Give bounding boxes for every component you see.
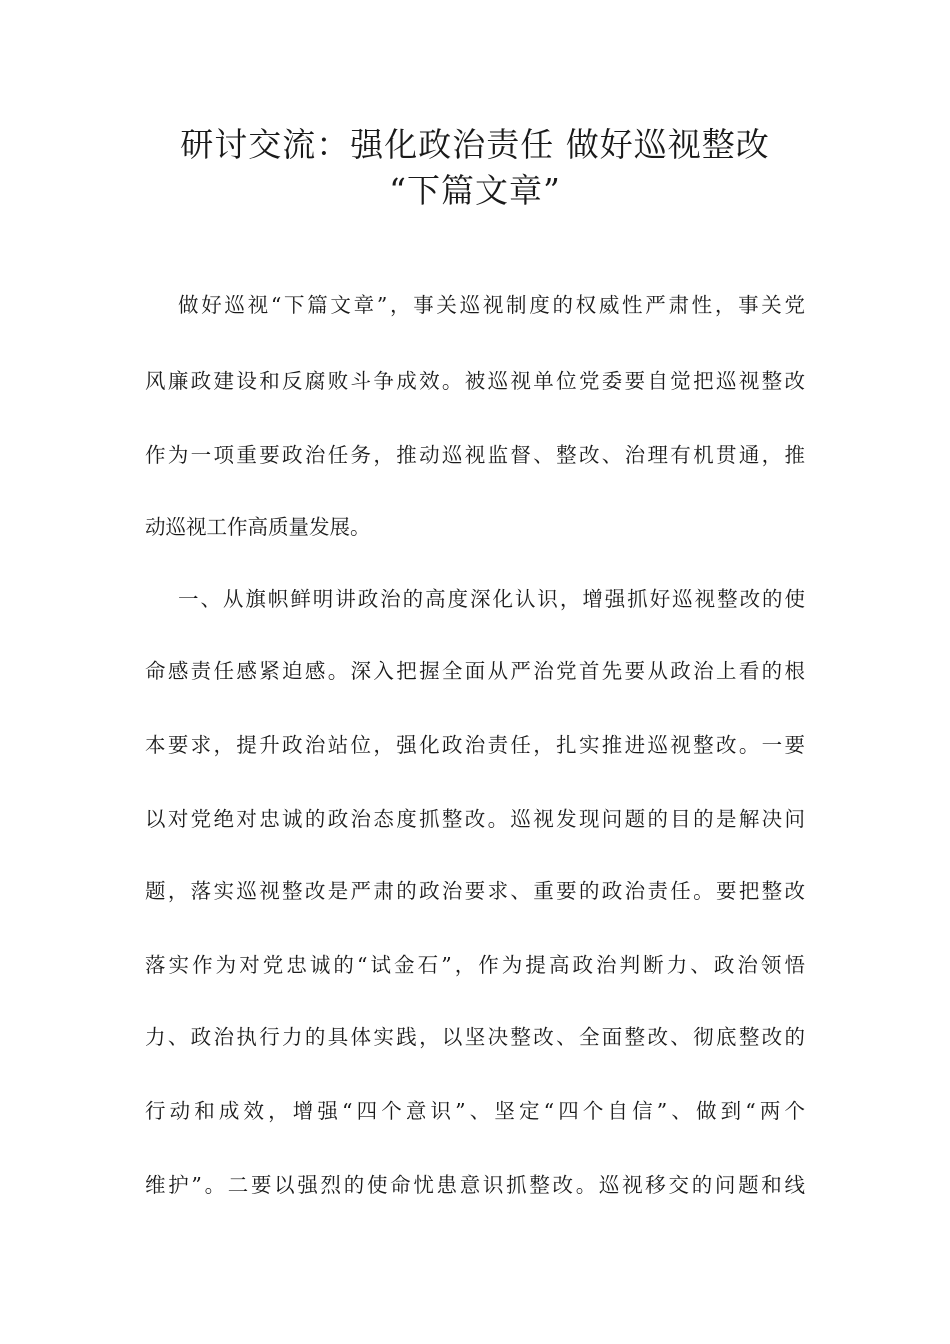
paragraph-line: 命感责任感紧迫感。深入把握全面从严治党首先要从政治上看的根 <box>145 659 805 683</box>
paragraph-line: 行动和成效，增强“四个意识”、坚定“四个自信”、做到“两个 <box>145 1099 805 1123</box>
paragraph-line: 做好巡视“下篇文章”，事关巡视制度的权威性严肃性，事关党 <box>178 293 805 317</box>
paragraph-line: 一、从旗帜鲜明讲政治的高度深化认识，增强抓好巡视整改的使 <box>178 587 805 611</box>
paragraph-line: 力、政治执行力的具体实践，以坚决整改、全面整改、彻底整改的 <box>145 1025 805 1049</box>
paragraph-line: 本要求，提升政治站位，强化政治责任，扎实推进巡视整改。一要 <box>145 733 805 757</box>
document-title-line-2: “下篇文章” <box>389 171 561 210</box>
paragraph-line: 落实作为对党忠诚的“试金石”，作为提高政治判断力、政治领悟 <box>145 953 805 977</box>
paragraph-line: 题，落实巡视整改是严肃的政治要求、重要的政治责任。要把整改 <box>145 879 805 903</box>
paragraph-line: 维护”。二要以强烈的使命忧患意识抓整改。巡视移交的问题和线 <box>145 1173 805 1197</box>
paragraph-line: 以对党绝对忠诚的政治态度抓整改。巡视发现问题的目的是解决问 <box>145 807 805 831</box>
document-title-line-1: 研讨交流：强化政治责任 做好巡视整改 <box>180 125 770 164</box>
paragraph-line: 作为一项重要政治任务，推动巡视监督、整改、治理有机贯通，推 <box>145 443 805 467</box>
paragraph-line: 风廉政建设和反腐败斗争成效。被巡视单位党委要自觉把巡视整改 <box>145 369 805 393</box>
paragraph-line: 动巡视工作高质量发展。 <box>145 515 371 539</box>
